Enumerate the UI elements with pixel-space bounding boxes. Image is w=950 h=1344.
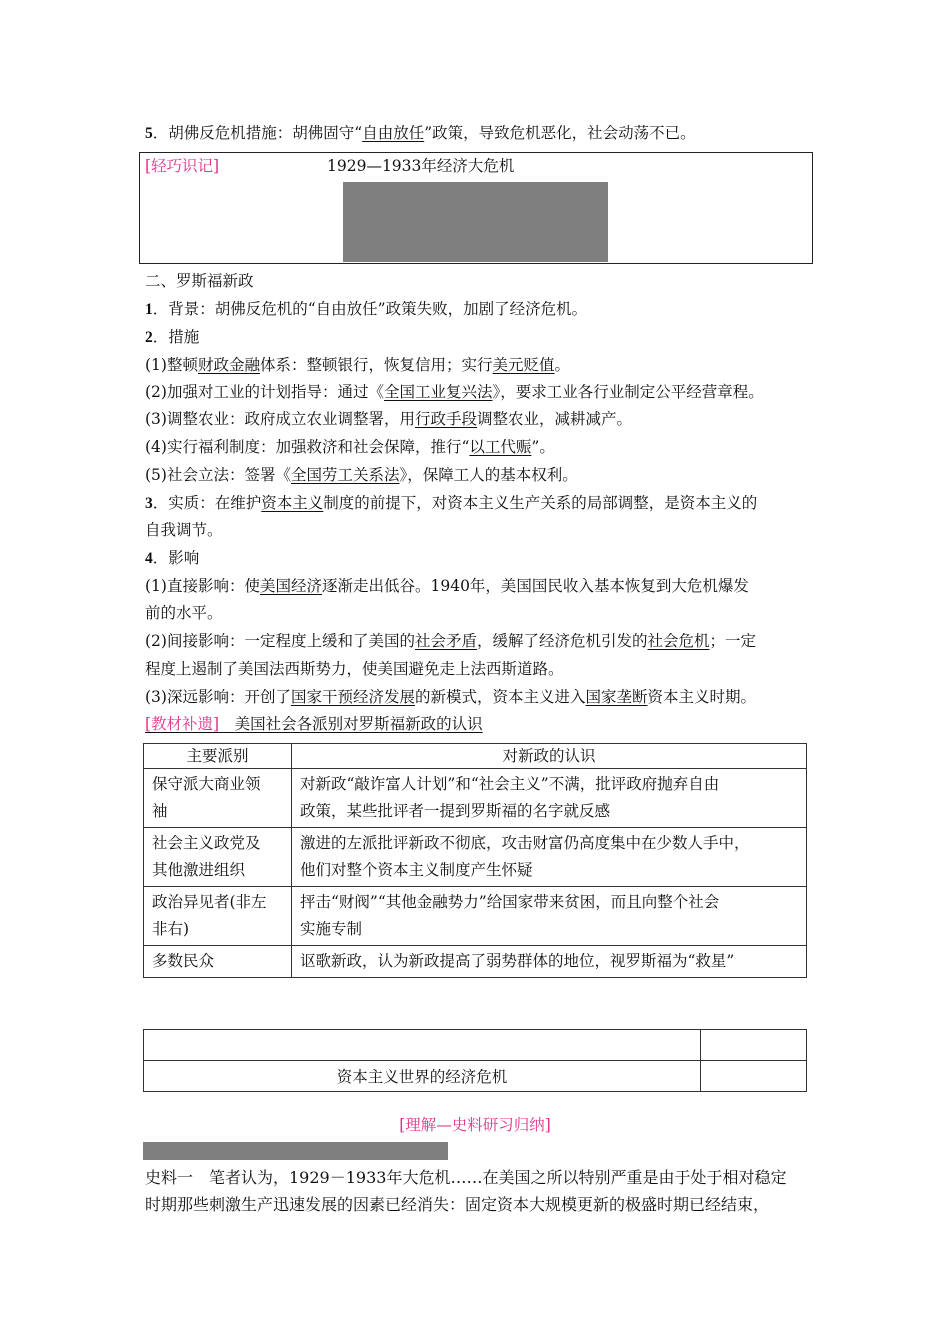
faction-text: 其他激进组织 [152,861,246,879]
measure-5 [145,464,578,486]
supplement-title: 美国社会各派别对罗斯福新政的认识 [234,715,483,733]
item-number: 4 [145,550,153,567]
measure-2 [145,381,764,403]
banner-cell [701,1061,807,1092]
table-row [144,946,807,978]
section-banner-table [143,1029,807,1092]
faction-cell [144,828,292,887]
text: 》，保障工人的基本权利。 [399,466,578,484]
view-text: 实施专制 [300,920,363,938]
item-number: 3 [145,495,153,512]
text: ．措施 [152,328,200,346]
underlined-term: 国家干预经济发展 [290,688,415,706]
impact-1 [145,575,749,597]
text: ，缓解了经济危机引发的 [476,632,648,650]
faction-cell [144,769,292,828]
underlined-term: 行政手段 [414,410,477,428]
text: (3)深远影响：开创了 [145,688,291,706]
faction-text: 保守派大商业领 [152,775,261,793]
diagram-image-placeholder [343,182,608,262]
paragraph-1 [145,298,587,321]
underlined-term: 社会矛盾 [414,632,477,650]
faction-text: 非右) [152,920,190,938]
source-1-line-2: 时期那些刺激生产迅速发展的因素已经消失：固定资本大规模更新的极盛时期已经结束， [145,1195,770,1214]
text: (3)调整农业：政府成立农业调整署，用 [145,410,415,428]
header-cell: 主要派别 [144,744,292,769]
impact-3 [145,686,756,708]
faction-cell [144,887,292,946]
table-header-row [144,744,807,769]
text: ；一定 [709,632,757,650]
banner-cell [701,1030,807,1061]
understand-tag: [理解—史料研习归纳] [399,1116,551,1134]
text: 资本主义时期。 [647,688,757,706]
underlined-term: 美国经济 [259,577,322,595]
underlined-term: 全国工业复兴法 [383,383,493,401]
table-row [144,769,807,828]
text: (2)间接影响：一定程度上缓和了美国的 [145,632,415,650]
view-cell [292,769,807,828]
view-cell [292,887,807,946]
text: (4)实行福利制度：加强救济和社会保障，推行“ [145,438,470,456]
supplement-heading [145,713,483,735]
underlined-term: 社会危机 [647,632,710,650]
faction-cell [144,946,292,978]
header-cell: 对新政的认识 [292,744,807,769]
text: 逐渐走出低谷。1940年，美国国民收入基本恢复到大危机爆发 [321,577,749,595]
faction-text: 社会主义政党及 [152,834,261,852]
box-title: 1929—1933年经济大危机 [327,157,515,175]
text: ．胡佛反危机措施：胡佛固守“ [152,124,363,142]
hoover-measures-line [145,122,696,145]
table-row [144,828,807,887]
measure-3 [145,408,632,430]
view-cell [292,828,807,887]
text: 》，要求工业各行业制定公平经营章程。 [492,383,764,401]
quick-memory-tag: [轻巧识记] [145,157,220,175]
text: (2)加强对工业的计划指导：通过《 [145,383,384,401]
underlined-term: 全国劳工关系法 [290,466,400,484]
view-text: 政策，某些批评者一提到罗斯福的名字就反感 [300,802,611,820]
text: 体系：整顿银行，恢复信用；实行 [259,356,493,374]
text: 。 [554,356,571,374]
section-heading: 二、罗斯福新政 [145,272,254,290]
text: (1)直接影响：使 [145,577,260,595]
paragraph-2 [145,326,199,349]
source-1-line-1: 史料一 笔者认为，1929－1933年大危机……在美国之所以特别严重是由于处于相对稳定 [145,1168,787,1187]
table-row [144,887,807,946]
text: 制度的前提下，对资本主义生产关系的局部调整，是资本主义的 [323,494,758,512]
text: 调整农业，减耕减产。 [476,410,632,428]
supplement-tag: [教材补遗] [145,715,220,733]
measure-4 [145,436,555,458]
view-text: 激进的左派批评新政不彻底，攻击财富仍高度集中在少数人手中， [300,834,750,852]
text: (1)整顿 [145,356,198,374]
quick-memory-box [139,152,813,264]
underlined-term: 财政金融 [197,356,260,374]
view-text: 讴歌新政，认为新政提高了弱势群体的地位，视罗斯福为“救星” [300,952,735,970]
view-text: 抨击“财阀”“其他金融势力”给国家带来贫困，而且向整个社会 [300,893,720,911]
banner-cell [144,1030,701,1061]
heading-image-placeholder [143,1142,448,1160]
text: ”。 [531,438,555,456]
factions-table [143,743,807,978]
underlined-term: 以工代赈 [469,438,532,456]
item-number: 5 [145,125,153,142]
paragraph-3-cont: 自我调节。 [145,521,223,539]
paragraph-3 [145,492,757,515]
paragraph-4 [145,547,199,570]
text: ．实质：在维护 [152,494,262,512]
impact-1-cont: 前的水平。 [145,604,223,622]
text: ．影响 [152,549,200,567]
text: ．背景：胡佛反危机的“自由放任”政策失败，加剧了经济危机。 [152,300,588,318]
impact-2-cont: 程度上遏制了美国法西斯势力，使美国避免走上法西斯道路。 [145,660,564,678]
banner-label: 资本主义世界的经济危机 [144,1061,701,1092]
impact-2 [145,630,756,652]
text: (5)社会立法：签署《 [145,466,291,484]
underlined-term: 美元贬值 [492,356,555,374]
text: ”政策，导致危机恶化，社会动荡不已。 [424,124,696,142]
faction-text: 多数民众 [152,952,215,970]
faction-text: 政治异见者(非左 [152,893,267,911]
underlined-term: 国家垄断 [585,688,648,706]
item-number: 1 [145,301,153,318]
faction-text: 袖 [152,802,168,820]
view-text: 对新政“敲诈富人计划”和“社会主义”不满，批评政府抛弃自由 [300,775,720,793]
view-cell [292,946,807,978]
text: 的新模式，资本主义进入 [414,688,586,706]
underlined-term: 资本主义 [261,494,324,512]
item-number: 2 [145,329,153,346]
underlined-term: 自由放任 [362,124,425,142]
measure-1 [145,354,570,376]
view-text: 他们对整个资本主义制度产生怀疑 [300,861,533,879]
